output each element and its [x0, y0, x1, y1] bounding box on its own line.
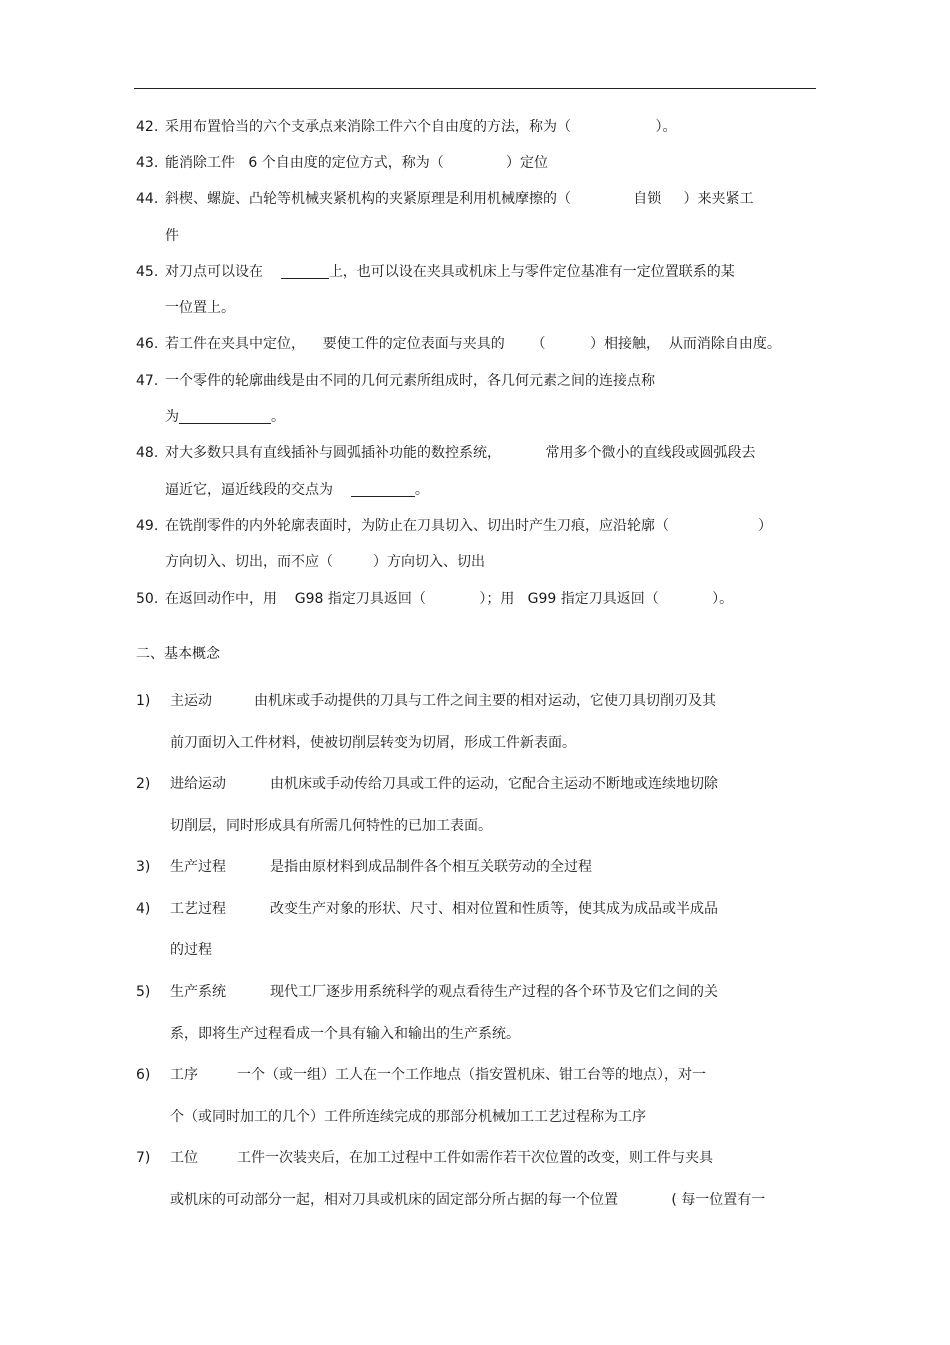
- question-text-continued: 一位置上。: [165, 300, 235, 316]
- question-number: 45.: [136, 264, 159, 280]
- concept-definition-continued: 系，即将生产过程看成一个具有输入和输出的生产系统。: [170, 1026, 520, 1042]
- concept-definition-continued: 的过程: [170, 942, 212, 958]
- header-rule: [134, 88, 816, 89]
- concept-term: 工艺过程: [170, 901, 226, 917]
- concept-definition: 改变生产对象的形状、尺寸、相对位置和性质等，使其成为成品或半成品: [270, 901, 718, 917]
- concept-number: 4): [136, 901, 151, 917]
- concept-term: 生产过程: [170, 859, 226, 875]
- question-number: 49.: [136, 518, 159, 534]
- question-text-continued: [165, 481, 429, 499]
- question-number: 44.: [136, 191, 159, 207]
- concept-number: 1): [136, 693, 151, 709]
- concept-term: 进给运动: [170, 776, 226, 792]
- question-text: 在铣削零件的内外轮廓表面时，为防止在刀具切入、切出时产生刀痕，应沿轮廓（ ）: [165, 518, 773, 534]
- concept-number: 7): [136, 1150, 151, 1166]
- concept-number: 3): [136, 859, 151, 875]
- concept-number: 2): [136, 776, 151, 792]
- question-text-end: 。: [414, 482, 429, 498]
- question-text-end: 上，也可以设在夹具或机床上与零件定位基准有一定位置联系的某: [328, 264, 735, 280]
- question-number: 48.: [136, 445, 159, 461]
- concept-number: 6): [136, 1067, 151, 1083]
- question-text-start: 对刀点可以设在: [165, 264, 281, 280]
- question-text: 若工件在夹具中定位， 要使工件的定位表面与夹具的 （ ）相接触， 从而消除自由度。: [165, 336, 781, 352]
- concept-definition: 由机床或手动传给刀具或工件的运动，它配合主运动不断地或连续地切除: [270, 776, 718, 792]
- concept-definition: 由机床或手动提供的刀具与工件之间主要的相对运动，它使刀具切削刃及其: [254, 693, 716, 709]
- question-text-continued: [165, 408, 285, 426]
- section-title: 二、基本概念: [136, 646, 220, 662]
- concept-number: 5): [136, 984, 151, 1000]
- question-number: 42.: [136, 119, 159, 135]
- concept-definition: 工件一次装夹后，在加工过程中工件如需作若干次位置的改变，则工件与夹具: [237, 1150, 713, 1166]
- question-number: 50.: [136, 591, 159, 607]
- answer-blank[interactable]: [351, 482, 415, 497]
- concept-definition-continued: 或机床的可动部分一起，相对刀具或机床的固定部分所占据的每一个位置 ( 每一位置有一: [170, 1192, 766, 1208]
- question-text-continued: 件: [165, 228, 179, 244]
- answer-blank[interactable]: [179, 409, 271, 424]
- question-text: 对大多数只具有直线插补与圆弧插补功能的数控系统， 常用多个微小的直线段或圆弧段去: [165, 445, 756, 461]
- concept-definition-continued: 切削层，同时形成具有所需几何特性的已加工表面。: [170, 818, 492, 834]
- question-number: 46.: [136, 336, 159, 352]
- question-text: [165, 263, 735, 281]
- question-text: 能消除工件 6 个自由度的定位方式，称为（ ）定位: [165, 155, 549, 171]
- question-text-start: 逼近它，逼近线段的交点为: [165, 482, 351, 498]
- question-number: 47.: [136, 373, 159, 389]
- concept-term: 主运动: [170, 693, 212, 709]
- concept-definition-continued: 个（或同时加工的几个）工件所连续完成的那部分机械加工工艺过程称为工序: [170, 1109, 646, 1125]
- concept-definition: 一个（或一组）工人在一个工作地点（指安置机床、钳工台等的地点），对一: [237, 1067, 706, 1083]
- concept-term: 工位: [170, 1150, 198, 1166]
- question-text: 在返回动作中，用 G98 指定刀具返回（ ）；用 G99 指定刀具返回（ ）。: [165, 591, 734, 607]
- concept-definition-continued: 前刀面切入工件材料，使被切削层转变为切屑，形成工件新表面。: [170, 735, 576, 751]
- question-text: 采用布置恰当的六个支承点来消除工件六个自由度的方法，称为（ ）。: [165, 119, 677, 135]
- concept-definition: 是指由原材料到成品制件各个相互关联劳动的全过程: [270, 859, 592, 875]
- concept-definition: 现代工厂逐步用系统科学的观点看待生产过程的各个环节及它们之间的关: [270, 984, 718, 1000]
- concept-term: 生产系统: [170, 984, 226, 1000]
- concept-term: 工序: [170, 1067, 198, 1083]
- question-text-start: 为: [165, 409, 179, 425]
- question-text-continued: 方向切入、切出，而不应（ ）方向切入、切出: [165, 554, 486, 570]
- question-text: 一个零件的轮廓曲线是由不同的几何元素所组成时，各几何元素之间的连接点称: [165, 373, 655, 389]
- question-text: 斜楔、螺旋、凸轮等机械夹紧机构的夹紧原理是利用机械摩擦的（ 自锁 ）来夹紧工: [165, 191, 754, 207]
- answer-blank[interactable]: [281, 264, 329, 279]
- question-text-end: 。: [271, 409, 285, 425]
- question-number: 43.: [136, 155, 159, 171]
